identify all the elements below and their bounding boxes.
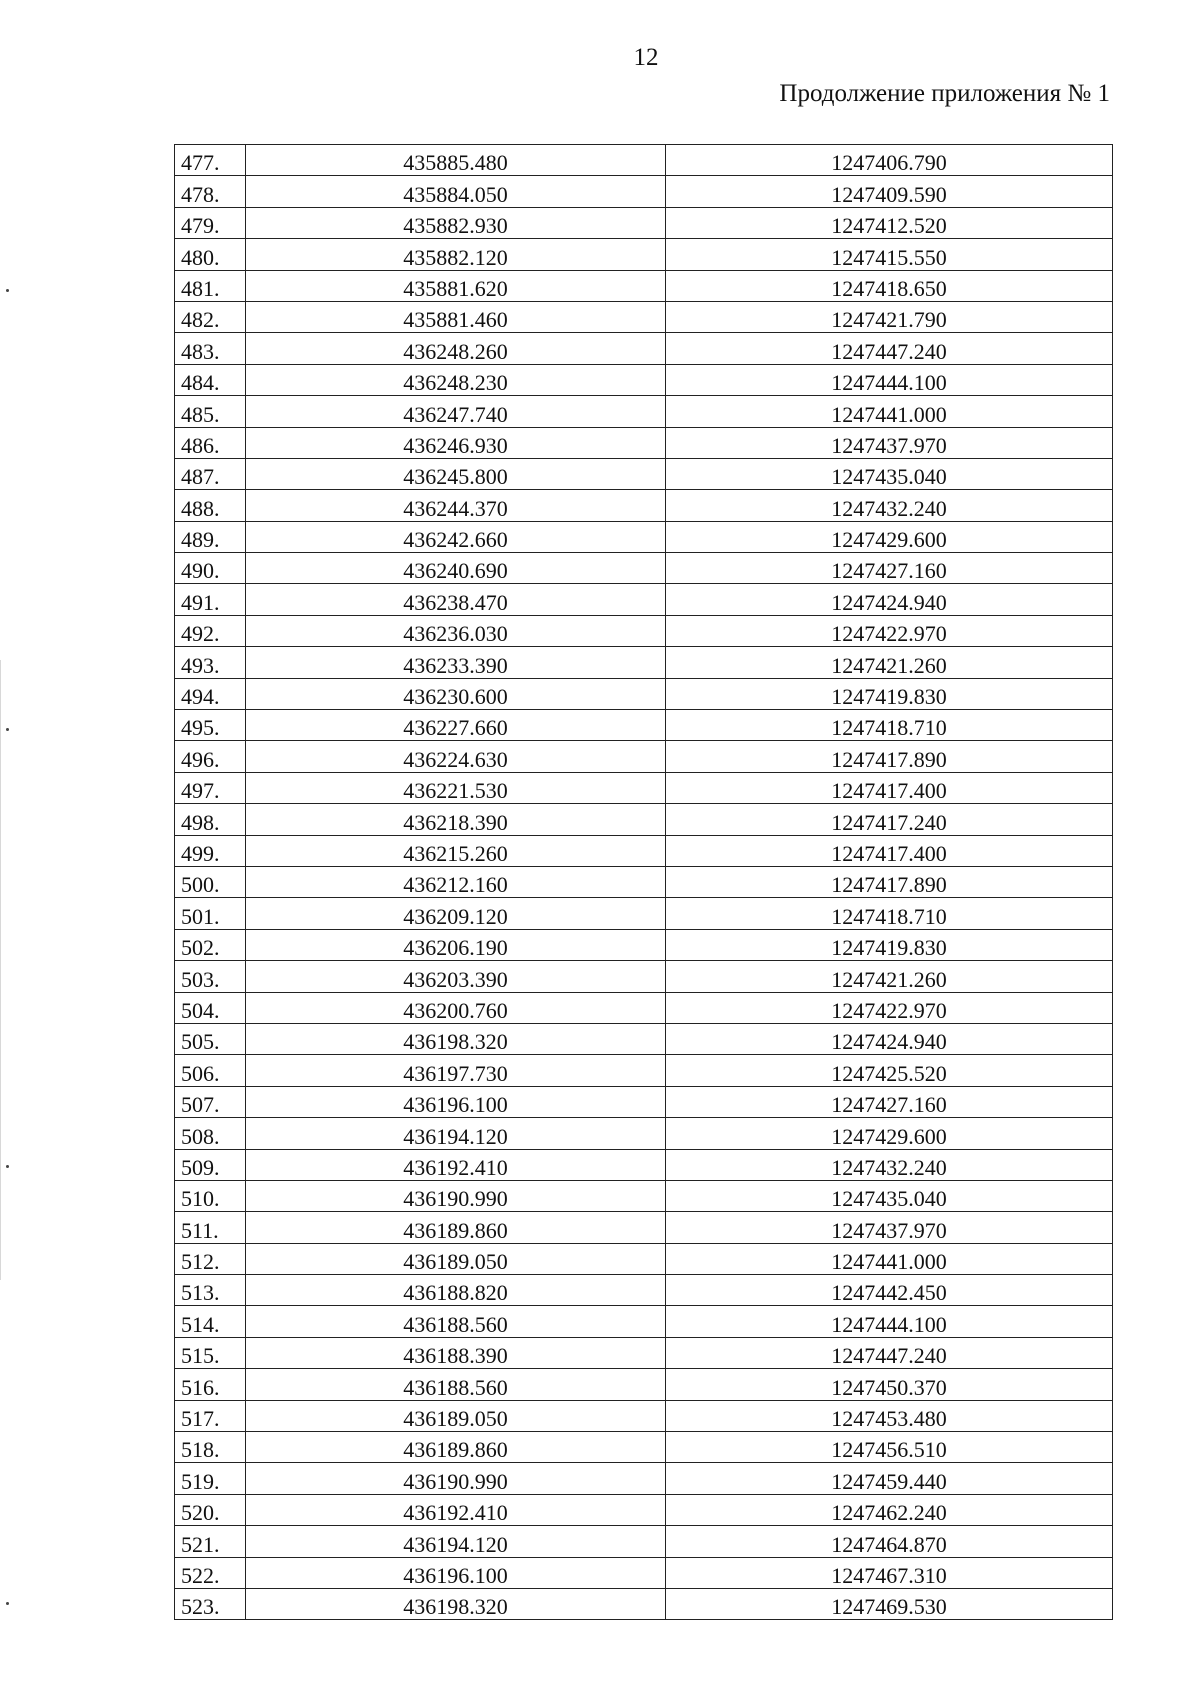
y-coordinate-cell: 1247469.530 <box>666 1588 1113 1619</box>
point-number-cell: 483. <box>175 333 246 364</box>
table-row <box>175 804 1113 835</box>
y-coordinate-cell: 1247437.970 <box>666 1212 1113 1243</box>
y-coordinate-cell: 1247435.040 <box>666 458 1113 489</box>
x-coordinate-cell: 436189.050 <box>246 1400 666 1431</box>
x-coordinate-cell: 436227.660 <box>246 710 666 741</box>
y-coordinate-cell: 1247418.650 <box>666 270 1113 301</box>
x-coordinate-cell: 436188.820 <box>246 1275 666 1306</box>
point-number-cell: 499. <box>175 835 246 866</box>
table-row <box>175 772 1113 803</box>
point-number-cell: 479. <box>175 207 246 238</box>
x-coordinate-cell: 436188.390 <box>246 1337 666 1368</box>
point-number-cell: 482. <box>175 301 246 332</box>
table-row <box>175 1306 1113 1337</box>
y-coordinate-cell: 1247421.260 <box>666 647 1113 678</box>
y-coordinate-cell: 1247424.940 <box>666 584 1113 615</box>
x-coordinate-cell: 436242.660 <box>246 521 666 552</box>
table-row <box>175 1526 1113 1557</box>
point-number-cell: 503. <box>175 961 246 992</box>
point-number-cell: 491. <box>175 584 246 615</box>
y-coordinate-cell: 1247421.790 <box>666 301 1113 332</box>
table-row <box>175 584 1113 615</box>
x-coordinate-cell: 436247.740 <box>246 396 666 427</box>
y-coordinate-cell: 1247462.240 <box>666 1494 1113 1525</box>
y-coordinate-cell: 1247444.100 <box>666 1306 1113 1337</box>
table-row <box>175 176 1113 207</box>
point-number-cell: 489. <box>175 521 246 552</box>
table-row <box>175 1369 1113 1400</box>
table-row <box>175 427 1113 458</box>
y-coordinate-cell: 1247417.240 <box>666 804 1113 835</box>
x-coordinate-cell: 436215.260 <box>246 835 666 866</box>
point-number-cell: 477. <box>175 145 246 176</box>
table-row <box>175 835 1113 866</box>
point-number-cell: 498. <box>175 804 246 835</box>
point-number-cell: 519. <box>175 1463 246 1494</box>
y-coordinate-cell: 1247424.940 <box>666 1023 1113 1054</box>
point-number-cell: 478. <box>175 176 246 207</box>
y-coordinate-cell: 1247444.100 <box>666 364 1113 395</box>
point-number-cell: 518. <box>175 1432 246 1463</box>
scan-mark <box>6 728 9 731</box>
x-coordinate-cell: 436206.190 <box>246 929 666 960</box>
table-row <box>175 333 1113 364</box>
point-number-cell: 517. <box>175 1400 246 1431</box>
x-coordinate-cell: 436221.530 <box>246 772 666 803</box>
document-heading: Продолжение приложения № 1 <box>779 80 1110 107</box>
coordinates-table-body <box>175 145 1113 1620</box>
table-row <box>175 678 1113 709</box>
x-coordinate-cell: 436189.050 <box>246 1243 666 1274</box>
x-coordinate-cell: 436238.470 <box>246 584 666 615</box>
x-coordinate-cell: 436224.630 <box>246 741 666 772</box>
table-row <box>175 992 1113 1023</box>
point-number-cell: 494. <box>175 678 246 709</box>
y-coordinate-cell: 1247412.520 <box>666 207 1113 238</box>
x-coordinate-cell: 436194.120 <box>246 1526 666 1557</box>
y-coordinate-cell: 1247417.400 <box>666 772 1113 803</box>
x-coordinate-cell: 435885.480 <box>246 145 666 176</box>
y-coordinate-cell: 1247467.310 <box>666 1557 1113 1588</box>
table-row <box>175 458 1113 489</box>
table-row <box>175 490 1113 521</box>
x-coordinate-cell: 436200.760 <box>246 992 666 1023</box>
table-row <box>175 1118 1113 1149</box>
y-coordinate-cell: 1247418.710 <box>666 898 1113 929</box>
x-coordinate-cell: 436189.860 <box>246 1212 666 1243</box>
y-coordinate-cell: 1247418.710 <box>666 710 1113 741</box>
y-coordinate-cell: 1247429.600 <box>666 1118 1113 1149</box>
point-number-cell: 496. <box>175 741 246 772</box>
point-number-cell: 513. <box>175 1275 246 1306</box>
table-row <box>175 647 1113 678</box>
table-row <box>175 1086 1113 1117</box>
x-coordinate-cell: 436198.320 <box>246 1588 666 1619</box>
table-row <box>175 1180 1113 1211</box>
point-number-cell: 485. <box>175 396 246 427</box>
scan-mark <box>6 289 9 292</box>
y-coordinate-cell: 1247441.000 <box>666 396 1113 427</box>
x-coordinate-cell: 436230.600 <box>246 678 666 709</box>
y-coordinate-cell: 1247425.520 <box>666 1055 1113 1086</box>
point-number-cell: 484. <box>175 364 246 395</box>
x-coordinate-cell: 436212.160 <box>246 866 666 897</box>
point-number-cell: 514. <box>175 1306 246 1337</box>
point-number-cell: 486. <box>175 427 246 458</box>
y-coordinate-cell: 1247422.970 <box>666 992 1113 1023</box>
x-coordinate-cell: 436244.370 <box>246 490 666 521</box>
y-coordinate-cell: 1247417.400 <box>666 835 1113 866</box>
point-number-cell: 523. <box>175 1588 246 1619</box>
y-coordinate-cell: 1247435.040 <box>666 1180 1113 1211</box>
y-coordinate-cell: 1247432.240 <box>666 1149 1113 1180</box>
table-row <box>175 615 1113 646</box>
y-coordinate-cell: 1247427.160 <box>666 553 1113 584</box>
x-coordinate-cell: 436248.260 <box>246 333 666 364</box>
x-coordinate-cell: 436190.990 <box>246 1463 666 1494</box>
x-coordinate-cell: 436196.100 <box>246 1086 666 1117</box>
x-coordinate-cell: 436189.860 <box>246 1432 666 1463</box>
table-row <box>175 301 1113 332</box>
table-row <box>175 1557 1113 1588</box>
table-row <box>175 396 1113 427</box>
point-number-cell: 481. <box>175 270 246 301</box>
table-row <box>175 961 1113 992</box>
y-coordinate-cell: 1247406.790 <box>666 145 1113 176</box>
point-number-cell: 501. <box>175 898 246 929</box>
table-row <box>175 1337 1113 1368</box>
x-coordinate-cell: 436236.030 <box>246 615 666 646</box>
x-coordinate-cell: 436188.560 <box>246 1306 666 1337</box>
table-row <box>175 270 1113 301</box>
y-coordinate-cell: 1247453.480 <box>666 1400 1113 1431</box>
y-coordinate-cell: 1247447.240 <box>666 1337 1113 1368</box>
x-coordinate-cell: 435881.460 <box>246 301 666 332</box>
x-coordinate-cell: 435882.930 <box>246 207 666 238</box>
point-number-cell: 493. <box>175 647 246 678</box>
point-number-cell: 500. <box>175 866 246 897</box>
point-number-cell: 511. <box>175 1212 246 1243</box>
y-coordinate-cell: 1247427.160 <box>666 1086 1113 1117</box>
point-number-cell: 520. <box>175 1494 246 1525</box>
y-coordinate-cell: 1247417.890 <box>666 866 1113 897</box>
y-coordinate-cell: 1247409.590 <box>666 176 1113 207</box>
coordinates-table <box>174 144 1113 1620</box>
y-coordinate-cell: 1247441.000 <box>666 1243 1113 1274</box>
point-number-cell: 480. <box>175 239 246 270</box>
table-row <box>175 364 1113 395</box>
x-coordinate-cell: 436209.120 <box>246 898 666 929</box>
table-row <box>175 1494 1113 1525</box>
point-number-cell: 504. <box>175 992 246 1023</box>
y-coordinate-cell: 1247429.600 <box>666 521 1113 552</box>
x-coordinate-cell: 436245.800 <box>246 458 666 489</box>
table-row <box>175 207 1113 238</box>
scan-edge-line <box>0 660 1 1280</box>
x-coordinate-cell: 436240.690 <box>246 553 666 584</box>
point-number-cell: 512. <box>175 1243 246 1274</box>
point-number-cell: 502. <box>175 929 246 960</box>
table-row <box>175 1212 1113 1243</box>
table-row <box>175 145 1113 176</box>
table-row <box>175 1463 1113 1494</box>
x-coordinate-cell: 436194.120 <box>246 1118 666 1149</box>
y-coordinate-cell: 1247447.240 <box>666 333 1113 364</box>
point-number-cell: 505. <box>175 1023 246 1054</box>
page-number: 12 <box>633 44 659 71</box>
y-coordinate-cell: 1247450.370 <box>666 1369 1113 1400</box>
x-coordinate-cell: 436218.390 <box>246 804 666 835</box>
table-row <box>175 929 1113 960</box>
table-row <box>175 1055 1113 1086</box>
point-number-cell: 522. <box>175 1557 246 1588</box>
x-coordinate-cell: 436248.230 <box>246 364 666 395</box>
table-row <box>175 521 1113 552</box>
y-coordinate-cell: 1247442.450 <box>666 1275 1113 1306</box>
x-coordinate-cell: 436190.990 <box>246 1180 666 1211</box>
x-coordinate-cell: 436203.390 <box>246 961 666 992</box>
y-coordinate-cell: 1247421.260 <box>666 961 1113 992</box>
y-coordinate-cell: 1247419.830 <box>666 678 1113 709</box>
point-number-cell: 487. <box>175 458 246 489</box>
scan-mark <box>6 1602 9 1605</box>
point-number-cell: 509. <box>175 1149 246 1180</box>
point-number-cell: 497. <box>175 772 246 803</box>
point-number-cell: 506. <box>175 1055 246 1086</box>
point-number-cell: 492. <box>175 615 246 646</box>
table-row <box>175 710 1113 741</box>
table-row <box>175 1243 1113 1274</box>
table-row <box>175 898 1113 929</box>
y-coordinate-cell: 1247437.970 <box>666 427 1113 458</box>
point-number-cell: 507. <box>175 1086 246 1117</box>
point-number-cell: 490. <box>175 553 246 584</box>
x-coordinate-cell: 435881.620 <box>246 270 666 301</box>
point-number-cell: 488. <box>175 490 246 521</box>
point-number-cell: 508. <box>175 1118 246 1149</box>
x-coordinate-cell: 436192.410 <box>246 1494 666 1525</box>
y-coordinate-cell: 1247422.970 <box>666 615 1113 646</box>
y-coordinate-cell: 1247432.240 <box>666 490 1113 521</box>
table-row <box>175 1400 1113 1431</box>
table-row <box>175 741 1113 772</box>
x-coordinate-cell: 435882.120 <box>246 239 666 270</box>
scan-mark <box>6 1165 9 1168</box>
x-coordinate-cell: 436188.560 <box>246 1369 666 1400</box>
table-row <box>175 1432 1113 1463</box>
y-coordinate-cell: 1247415.550 <box>666 239 1113 270</box>
x-coordinate-cell: 436192.410 <box>246 1149 666 1180</box>
point-number-cell: 510. <box>175 1180 246 1211</box>
x-coordinate-cell: 436246.930 <box>246 427 666 458</box>
table-row <box>175 1149 1113 1180</box>
y-coordinate-cell: 1247419.830 <box>666 929 1113 960</box>
table-row <box>175 553 1113 584</box>
table-row <box>175 866 1113 897</box>
point-number-cell: 515. <box>175 1337 246 1368</box>
table-row <box>175 1023 1113 1054</box>
table-row <box>175 1275 1113 1306</box>
table-row <box>175 1588 1113 1619</box>
y-coordinate-cell: 1247459.440 <box>666 1463 1113 1494</box>
table-row <box>175 239 1113 270</box>
x-coordinate-cell: 436197.730 <box>246 1055 666 1086</box>
point-number-cell: 521. <box>175 1526 246 1557</box>
x-coordinate-cell: 435884.050 <box>246 176 666 207</box>
x-coordinate-cell: 436196.100 <box>246 1557 666 1588</box>
y-coordinate-cell: 1247464.870 <box>666 1526 1113 1557</box>
x-coordinate-cell: 436233.390 <box>246 647 666 678</box>
x-coordinate-cell: 436198.320 <box>246 1023 666 1054</box>
point-number-cell: 516. <box>175 1369 246 1400</box>
y-coordinate-cell: 1247417.890 <box>666 741 1113 772</box>
point-number-cell: 495. <box>175 710 246 741</box>
y-coordinate-cell: 1247456.510 <box>666 1432 1113 1463</box>
